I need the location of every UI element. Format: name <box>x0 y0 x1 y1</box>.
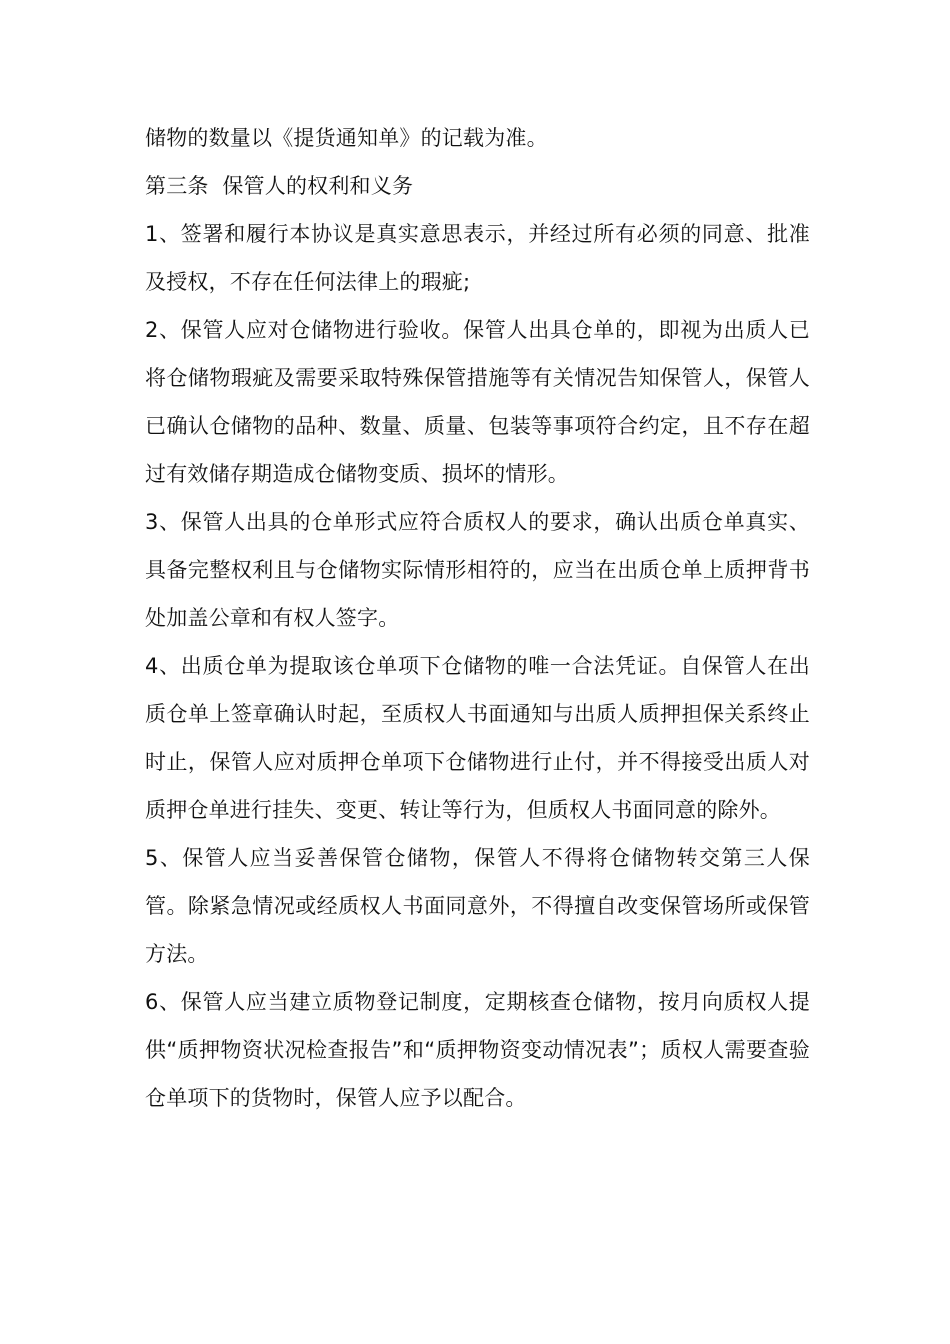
paragraph-item-1: 1、签署和履行本协议是真实意思表示，并经过所有必须的同意、批准及授权，不存在任何法律上的瑕疵; <box>145 222 810 294</box>
paragraph-item-6: 6、保管人应当建立质物登记制度，定期核查仓储物，按月向质权人提供“质押物资状况检查报告”和“质押物资变动情况表”；质权人需要查验仓单项下的货物时，保管人应予以配合。 <box>145 990 810 1110</box>
paragraph-item-4: 4、出质仓单为提取该仓单项下仓储物的唯一合法凭证。自保管人在出质仓单上签章确认时起，至质权人书面通知与出质人质押担保关系终止时止，保管人应对质押仓单项下仓储物进行止付，并不得接受出质人对质押仓单进行挂失、变更、转让等行为，但质权人书面同意的除外。 <box>145 654 810 822</box>
paragraph-item-3: 3、保管人出具的仓单形式应符合质权人的要求，确认出质仓单真实、具备完整权利且与仓储物实际情形相符的，应当在出质仓单上质押背书处加盖公章和有权人签字。 <box>145 510 810 630</box>
section-heading-article-3: 第三条 保管人的权利和义务 <box>145 174 414 198</box>
document-body <box>145 114 810 1122</box>
paragraph-item-2: 2、保管人应对仓储物进行验收。保管人出具仓单的，即视为出质人已将仓储物瑕疵及需要采取特殊保管措施等有关情况告知保管人，保管人已确认仓储物的品种、数量、质量、包装等事项符合约定，且不存在超过有效储存期造成仓储物变质、损坏的情形。 <box>145 318 810 486</box>
paragraph-continuation: 储物的数量以《提货通知单》的记载为准。 <box>145 126 548 150</box>
paragraph-item-5: 5、保管人应当妥善保管仓储物，保管人不得将仓储物转交第三人保管。除紧急情况或经质权人书面同意外，不得擅自改变保管场所或保管方法。 <box>145 846 810 966</box>
